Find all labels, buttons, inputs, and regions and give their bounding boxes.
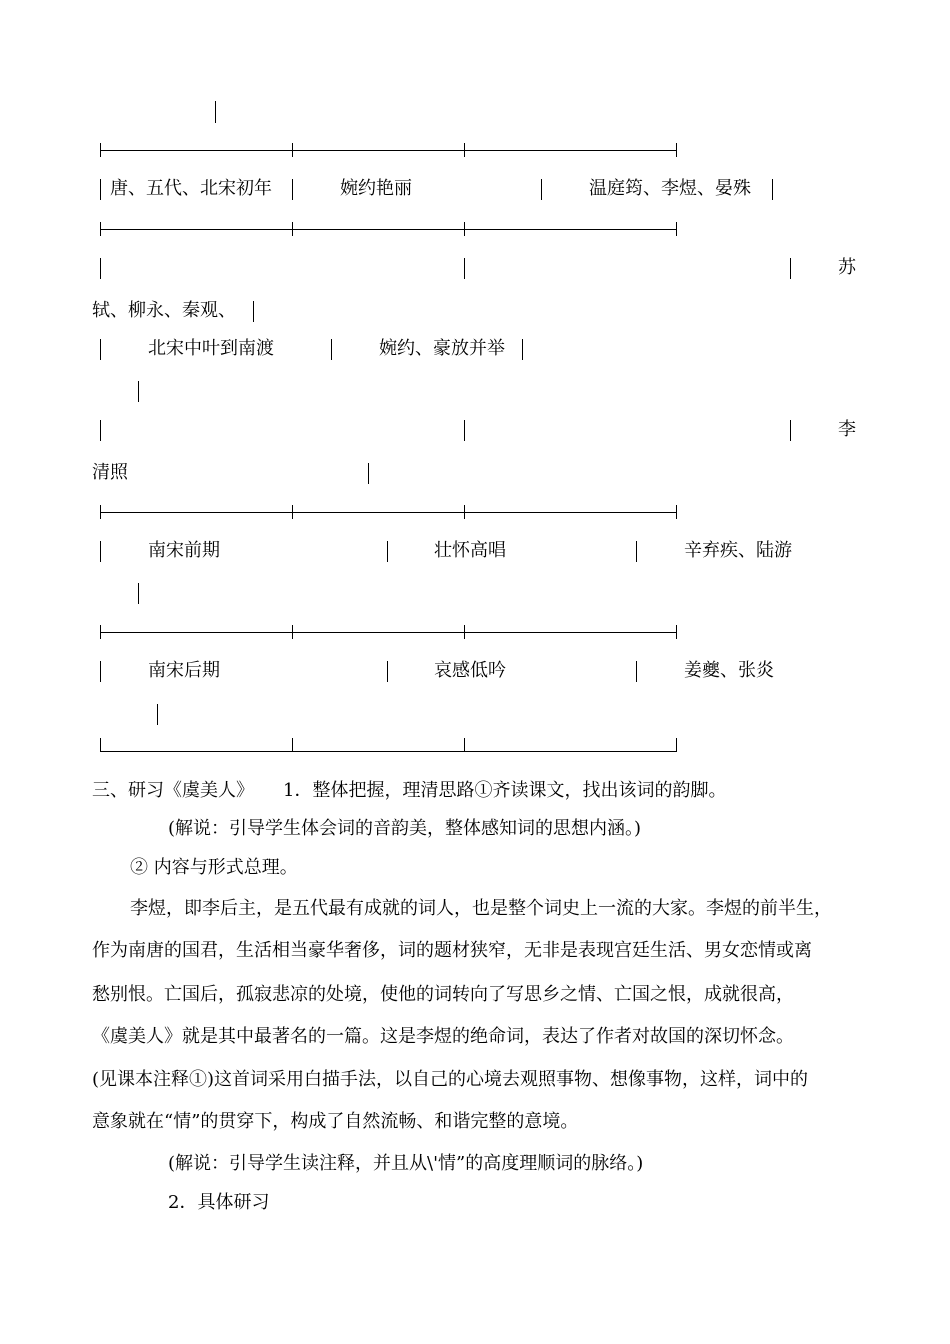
table-cell-style: 婉约艳丽 (340, 178, 412, 199)
table-cell-period: 南宋后期 (148, 660, 220, 681)
paragraph-line: 李煜，即李后主，是五代最有成就的词人，也是整个词史上一流的大家。李煜的前半生， (130, 898, 832, 919)
table-rule-tick (100, 625, 101, 639)
table-vertical-bar (790, 420, 791, 441)
table-vertical-bar (790, 258, 791, 279)
table-vertical-bar (100, 541, 101, 562)
table-vertical-bar (253, 301, 254, 322)
table-rule-tick (100, 505, 101, 519)
table-rule-tick (100, 738, 101, 752)
table-cell-style: 婉约、豪放并举 (379, 338, 505, 359)
table-rule-tick (292, 738, 293, 752)
table-vertical-bar (464, 420, 465, 441)
table-vertical-bar (772, 179, 773, 200)
table-rule-tick (292, 505, 293, 519)
table-cell-authors: 温庭筠、李煜、晏殊 (589, 178, 751, 199)
table-vertical-bar (522, 339, 523, 360)
table-cell-period: 北宋中叶到南渡 (148, 338, 274, 359)
table-cell-authors: 苏 (838, 257, 856, 278)
table-vertical-bar (541, 179, 542, 200)
table-rule (100, 751, 676, 752)
table-rule-tick (676, 143, 677, 157)
table-rule-tick (676, 738, 677, 752)
table-rule-tick (676, 625, 677, 639)
paragraph-line: 作为南唐的国君，生活相当豪华奢侈，词的题材狭窄，无非是表现宫廷生活、男女恋情或离 (92, 940, 812, 961)
table-rule (100, 229, 676, 230)
table-vertical-bar (138, 583, 139, 604)
table-vertical-bar (387, 541, 388, 562)
table-cell-authors: 清照 (92, 462, 128, 483)
table-vertical-bar (292, 179, 293, 200)
table-rule-tick (292, 222, 293, 236)
section-heading: 三、研习《虞美人》 (92, 780, 254, 801)
table-vertical-bar (636, 541, 637, 562)
note-2: (解说：引导学生读注释，并且从\'情”的高度理顺词的脉络。) (168, 1153, 644, 1174)
table-cell-authors: 辛弃疾、陆游 (684, 540, 792, 561)
table-rule-tick (100, 222, 101, 236)
step-1: 1．整体把握，理清思路①齐读课文，找出该词的韵脚。 (283, 780, 727, 801)
table-rule-tick (292, 625, 293, 639)
table-vertical-bar (100, 258, 101, 279)
table-vertical-bar (215, 101, 216, 123)
table-rule-tick (464, 143, 465, 157)
table-cell-style: 哀感低吟 (434, 660, 506, 681)
table-cell-period: 南宋前期 (148, 540, 220, 561)
table-vertical-bar (331, 339, 332, 360)
step-2: ② 内容与形式总理。 (130, 857, 298, 878)
table-vertical-bar (138, 381, 139, 402)
note-1: (解说：引导学生体会词的音韵美，整体感知词的思想内涵。) (168, 818, 642, 839)
table-rule-tick (464, 505, 465, 519)
paragraph-line: 《虞美人》就是其中最著名的一篇。这是李煜的绝命词，表达了作者对故国的深切怀念。 (92, 1026, 794, 1047)
table-rule (100, 512, 676, 513)
table-rule-tick (464, 738, 465, 752)
table-cell-authors: 李 (838, 419, 856, 440)
table-cell-style: 壮怀高唱 (434, 540, 506, 561)
table-rule-tick (464, 222, 465, 236)
table-rule-tick (676, 222, 677, 236)
table-cell-period: 唐、五代、北宋初年 (110, 178, 272, 199)
table-vertical-bar (100, 661, 101, 682)
table-vertical-bar (464, 258, 465, 279)
table-rule (100, 632, 676, 633)
table-rule-tick (100, 143, 101, 157)
table-vertical-bar (157, 704, 158, 725)
table-vertical-bar (636, 661, 637, 682)
table-cell-authors: 姜夔、张炎 (684, 660, 774, 681)
table-rule-tick (292, 143, 293, 157)
paragraph-line: 愁别恨。亡国后，孤寂悲凉的处境，使他的词转向了写思乡之情、亡国之恨，成就很高， (92, 984, 794, 1005)
table-rule-tick (676, 505, 677, 519)
table-vertical-bar (100, 179, 101, 200)
table-vertical-bar (100, 420, 101, 441)
table-cell-authors: 轼、柳永、秦观、 (92, 300, 236, 321)
step-3: 2．具体研习 (168, 1192, 270, 1213)
table-rule (100, 150, 676, 151)
table-vertical-bar (368, 463, 369, 484)
table-vertical-bar (100, 339, 101, 360)
paragraph-line: 意象就在“情”的贯穿下，构成了自然流畅、和谐完整的意境。 (92, 1111, 579, 1132)
paragraph-line: (见课本注释①)这首词采用白描手法，以自己的心境去观照事物、想像事物，这样，词中的 (92, 1069, 809, 1090)
table-rule-tick (464, 625, 465, 639)
table-vertical-bar (387, 661, 388, 682)
